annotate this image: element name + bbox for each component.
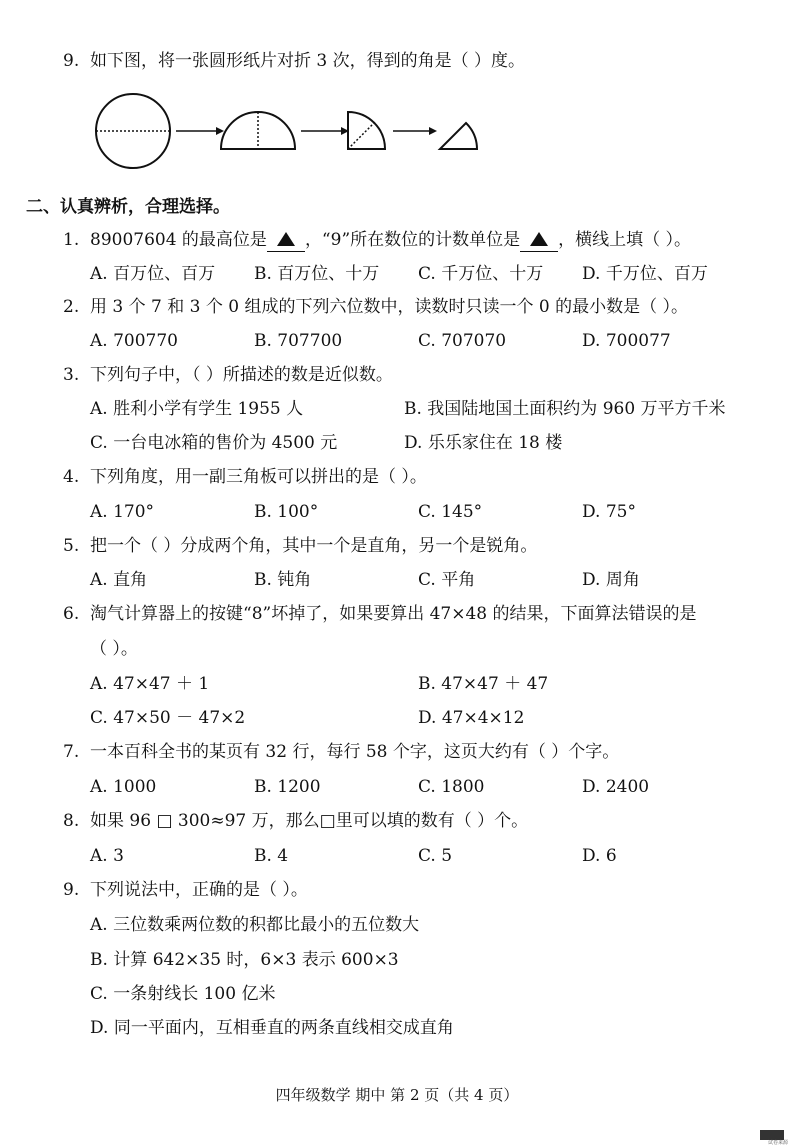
question-text: 下列角度，用一副三角板可以拼出的是（ ）。 bbox=[90, 467, 427, 487]
option-a: A. 胜利小学有学生 1955 人 bbox=[90, 399, 304, 419]
question-text: 把一个（ ）分成两个角，其中一个是直角，另一个是锐角。 bbox=[90, 536, 538, 556]
option-b: B. 钝角 bbox=[254, 570, 312, 590]
option-a: A. 700770 bbox=[90, 331, 178, 351]
question-text: 89007604 的最高位是 ，“9”所在数位的计数单位是 ，横线上填（ ）。 bbox=[90, 230, 692, 250]
question-text: 如果 96 □ 300≈97 万，那么□里可以填的数有（ ）个。 bbox=[90, 811, 529, 831]
quarter-fold-line bbox=[348, 122, 375, 149]
quarter-circle bbox=[348, 112, 385, 149]
question-text: 用 3 个 7 和 3 个 0 组成的下列六位数中，读数时只读一个 0 的最小数是（ ）。 bbox=[90, 297, 689, 317]
answer-blank bbox=[520, 229, 558, 252]
option-d: D. 47×4×12 bbox=[418, 708, 525, 728]
option-a: A. 170° bbox=[90, 502, 155, 522]
option-b: B. 47×47 ＋ 47 bbox=[418, 674, 549, 694]
option-b: B. 4 bbox=[254, 846, 289, 866]
paper-folding-diagram bbox=[90, 88, 490, 178]
triangle-icon bbox=[530, 232, 548, 246]
question-number: 2. bbox=[63, 297, 80, 317]
option-a: A. 百万位、百万 bbox=[90, 264, 216, 284]
option-c: C. 145° bbox=[418, 502, 483, 522]
question-text-cont: （ ）。 bbox=[90, 639, 138, 659]
question-number: 4. bbox=[63, 467, 80, 487]
question-text: 下列句子中，（ ）所描述的数是近似数。 bbox=[90, 365, 393, 385]
option-c: C. 47×50 － 47×2 bbox=[90, 708, 246, 728]
option-b: B. 计算 642×35 时，6×3 表示 600×3 bbox=[90, 950, 399, 970]
option-b: B. 1200 bbox=[254, 777, 321, 797]
question-number: 1. bbox=[63, 230, 80, 250]
question-number: 3. bbox=[63, 365, 80, 385]
section-title: 二、认真辨析，合理选择。 bbox=[26, 197, 230, 217]
option-a: A. 3 bbox=[90, 846, 124, 866]
option-b: B. 707700 bbox=[254, 331, 343, 351]
option-d: D. 2400 bbox=[582, 777, 650, 797]
triangle-icon bbox=[277, 232, 295, 246]
question-text: 下列说法中，正确的是（ ）。 bbox=[90, 880, 308, 900]
option-a: A. 三位数乘两位数的积都比最小的五位数大 bbox=[90, 915, 420, 935]
option-c: C. 5 bbox=[418, 846, 453, 866]
option-d: D. 700077 bbox=[582, 331, 671, 351]
eighth-circle bbox=[440, 123, 477, 149]
option-c: C. 一条射线长 100 亿米 bbox=[90, 984, 276, 1004]
question-number: 8. bbox=[63, 811, 80, 831]
question-text: 一本百科全书的某页有 32 行，每行 58 个字，这页大约有（ ）个字。 bbox=[90, 742, 620, 762]
option-d: D. 千万位、百万 bbox=[582, 264, 708, 284]
option-d: D. 6 bbox=[582, 846, 617, 866]
option-b: B. 我国陆地国土面积约为 960 万平方千米 bbox=[404, 399, 726, 419]
arrow-head bbox=[429, 127, 437, 135]
watermark-text: 试卷来源 bbox=[767, 1140, 788, 1146]
question-number: 9. bbox=[63, 51, 80, 71]
question-text: 淘气计算器上的按键“8”坏掉了，如果要算出 47×48 的结果，下面算法错误的是 bbox=[90, 604, 697, 624]
option-a: A. 1000 bbox=[90, 777, 157, 797]
option-c: C. 707070 bbox=[418, 331, 507, 351]
question-number: 5. bbox=[63, 536, 80, 556]
option-b: B. 100° bbox=[254, 502, 319, 522]
option-c: C. 一台电冰箱的售价为 4500 元 bbox=[90, 433, 338, 453]
option-c: C. 平角 bbox=[418, 570, 476, 590]
option-c: C. 1800 bbox=[418, 777, 485, 797]
option-b: B. 百万位、十万 bbox=[254, 264, 380, 284]
option-d: D. 同一平面内，互相垂直的两条直线相交成直角 bbox=[90, 1018, 454, 1038]
question-number: 7. bbox=[63, 742, 80, 762]
arrow-head bbox=[216, 127, 224, 135]
option-d: D. 周角 bbox=[582, 570, 640, 590]
question-number: 6. bbox=[63, 604, 80, 624]
question-text: 如下图，将一张圆形纸片对折 3 次，得到的角是（ ）度。 bbox=[90, 51, 526, 71]
answer-blank bbox=[267, 229, 305, 252]
question-number: 9. bbox=[63, 880, 80, 900]
option-d: D. 乐乐家住在 18 楼 bbox=[404, 433, 563, 453]
page-footer: 四年级数学 期中 第 2 页（共 4 页） bbox=[275, 1086, 519, 1104]
option-c: C. 千万位、十万 bbox=[418, 264, 544, 284]
option-a: A. 直角 bbox=[90, 570, 148, 590]
option-a: A. 47×47 ＋ 1 bbox=[90, 674, 210, 694]
option-d: D. 75° bbox=[582, 502, 636, 522]
